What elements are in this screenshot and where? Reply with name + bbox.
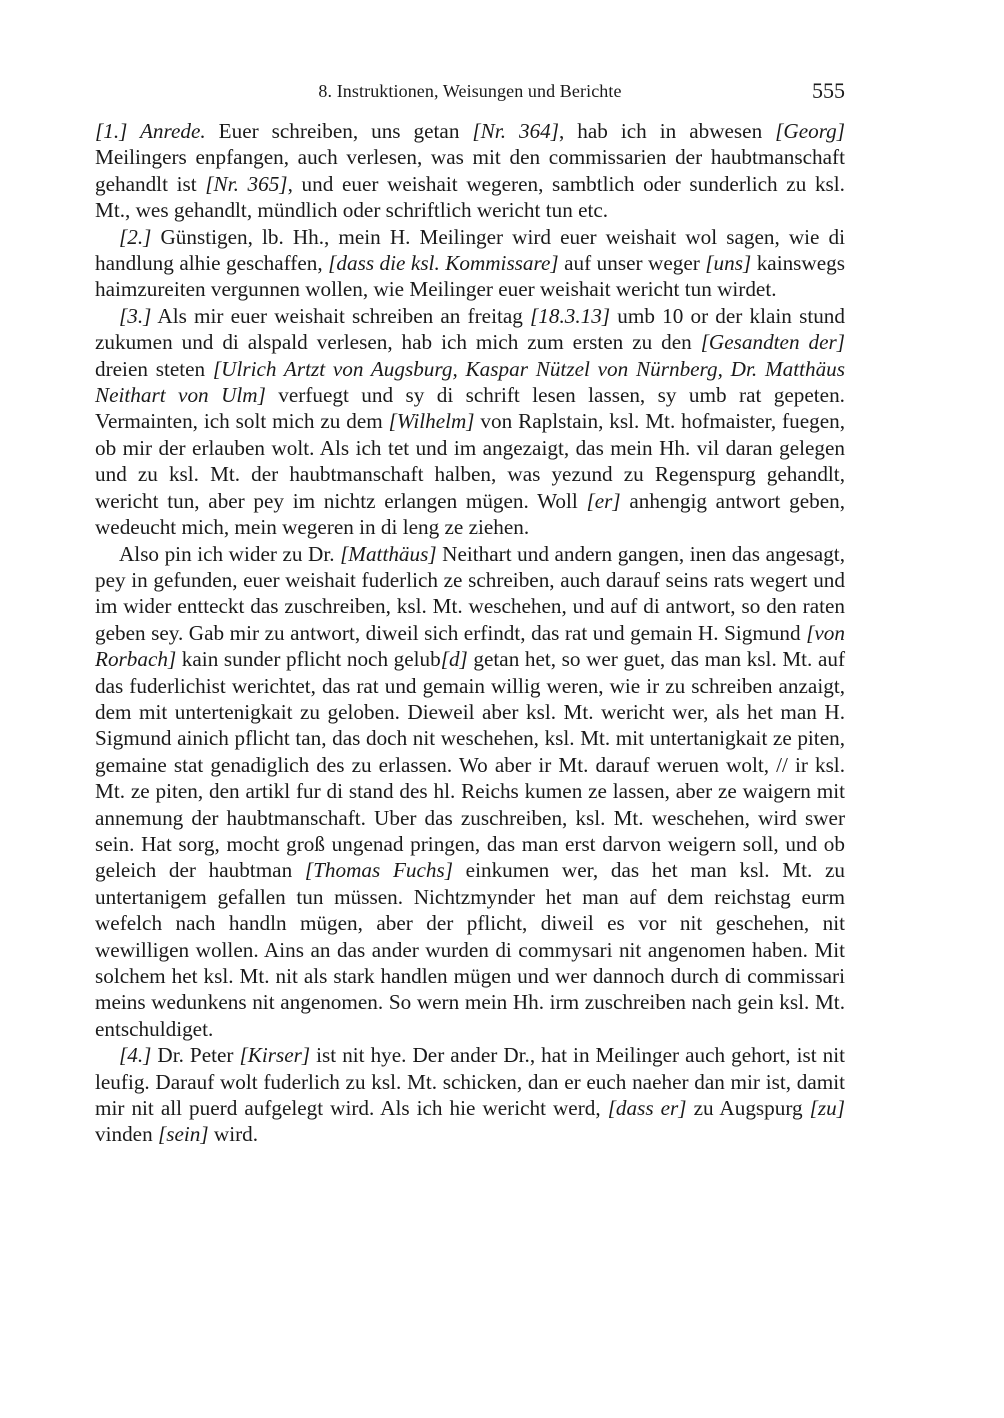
running-title: 8. Instruktionen, Weisungen und Berichte <box>318 81 622 101</box>
text-run: Meilingers enpfangen, auch verlesen, was mit den commissarien der haubtmanschaft gehandlt ist <box>95 145 845 196</box>
text-run: Also pin ich wider zu Dr. <box>119 541 341 566</box>
editorial-insertion: [zu] <box>809 1096 845 1121</box>
editorial-insertion: [Georg] <box>775 119 845 143</box>
editorial-insertion: [d] <box>440 647 468 672</box>
text-run: verfuegt und sy di schrift lesen lassen, sy umb rat gepeten. Vermainten, ich solt mich zu dem <box>95 383 845 434</box>
text-run: auf unser weger <box>558 251 706 276</box>
text-run: anhengig antwort geben, wedeucht mich, mein wegeren in di leng ze ziehen. <box>95 488 845 540</box>
text-run: umb 10 or der klain stund zukumen und di alspald verlesen, hab ich mich zum ersten zu den <box>95 303 845 355</box>
text-run: Neithart und andern gangen, inen das angesagt, pey in gefunden, euer weishait fuderlich ze schreiben, auch darauf seins rats wegert und im wider entteckt das zuschreiben, ksl. Mt. weschehen, und auf di antwort, so den raten geben sey. Gab mir zu antwort, diweil sich erfindt, das rat und gemain H. Sigmund <box>95 541 845 645</box>
editorial-insertion: [Thomas Fuchs] <box>304 858 453 883</box>
body-text <box>95 118 845 1148</box>
text-run: einkumen wer, das het man ksl. Mt. zu untertanigem gefallen tun müssen. Nichtzmynder het man auf dem reichstag eurm wefelch nach handln mügen, aber der pflicht, diweil es vor nit geschehen, nit wewilligen wollen. Ains an das ander wurden di commysari nit angenomen haben. Mit solchem het ksl. Mt. nit als stark handlen mügen und wer dannoch durch di commissari meins wedunkens nit angenomen. So wern mein Hh. irm zuschreiben nach gein ksl. Mt. entschuldiget. <box>95 858 845 1041</box>
editorial-insertion: [Ulrich Artzt von Augsburg, Kaspar Nützel von Nürnberg, Dr. Matthäus Neithart von Ulm] <box>95 356 845 408</box>
editorial-insertion: [3.] <box>119 303 152 328</box>
editorial-insertion: [Wilhelm] <box>388 409 475 434</box>
paragraph-4 <box>95 541 845 1043</box>
text-run: , hab ich in abwesen <box>559 119 776 143</box>
editorial-insertion: [Kirser] <box>239 1043 311 1068</box>
editorial-insertion: [1.] Anrede. <box>95 119 206 143</box>
paragraph-1 <box>95 118 845 224</box>
text-run: dreien steten <box>95 356 213 381</box>
text-run: kain sunder pflicht noch gelub <box>176 647 441 672</box>
text-run: , und euer weishait wegeren, sambtlich oder sunderlich zu ksl. Mt., wes gehandlt, mündlich oder schriftlich wericht tun etc. <box>95 171 845 223</box>
editorial-insertion: [er] <box>586 488 621 513</box>
paragraph-5 <box>95 1042 845 1148</box>
paragraph-3 <box>95 303 845 541</box>
editorial-insertion: [Gesandten der] <box>700 330 845 355</box>
text-run: getan het, so wer guet, das man ksl. Mt. auf das fuderlichist werichtet, das rat und gemain willig weren, wie ir zu schreiben anzaigt, dem mit untertenigkait zu geloben. Dieweil aber ksl. Mt. wericht wer, als het man H. Sigmund ainich pflicht tan, das doch nit weschehen, ksl. Mt. mit untertanigkait ze piten, gemaine stat genadiglich des zu erlassen. Wo aber ir Mt. darauf weruen wolt, // ir ksl. Mt. ze piten, den artikl fur di stand des hl. Reichs kumen ze lassen, aber ze waigern mit annemung der haubtmanschaft. Uber das zuschreiben, ksl. Mt. weschehen, wird swer sein. Hat sorg, mocht groß ungenad pringen, das man erst darvon weigern soll, und ob geleich der haubtman <box>95 647 845 883</box>
text-run: ist nit hye. Der ander Dr., hat in Meilinger auch gehort, ist nit leufig. Darauf wolt fuderlich zu ksl. Mt. schicken, dan er euch naeher dan mir ist, damit mir nit all puerd aufgelegt wird. Als ich hie wericht werd, <box>95 1043 845 1121</box>
editorial-insertion: [uns] <box>705 251 752 276</box>
editorial-insertion: [von Rorbach] <box>95 620 845 672</box>
running-header <box>95 78 845 110</box>
paragraph-2 <box>95 224 845 303</box>
editorial-insertion: [4.] <box>119 1043 152 1068</box>
editorial-insertion: [dass die ksl. Kommissare] <box>328 251 559 276</box>
text-run: von Raplstain, ksl. Mt. hofmaister, fuegen, ob mir der erlauben wolt. Als ich tet und im angezaigt, das mein Hh. vil daran gelegen und zu ksl. Mt. der haubtmanschaft halben, was yezund zu Regenspurg gehandlt, wericht tun, aber pey im nichtz erlangen mügen. Woll <box>95 409 846 513</box>
editorial-insertion: [Nr. 364] <box>472 119 560 143</box>
editorial-insertion: [Nr. 365] <box>205 171 288 196</box>
text-run: Günstigen, lb. Hh., mein H. Meilinger wird euer weishait wol sagen, wie di handlung alhie geschaffen, <box>95 224 845 276</box>
text-run: Als mir euer weishait schreiben an freitag <box>151 303 531 328</box>
text-run: Dr. Peter <box>151 1043 240 1068</box>
text-run: zu Augspurg <box>686 1096 810 1121</box>
page-number: 555 <box>812 78 845 103</box>
text-run: kainswegs haimzureiten vergunnen wollen, wie Meilinger euer weishait wericht tun wirdet. <box>95 251 845 302</box>
editorial-insertion: [dass er] <box>607 1096 687 1121</box>
text-run: vinden <box>95 1122 158 1147</box>
editorial-insertion: [Matthäus] <box>340 541 437 566</box>
editorial-insertion: [sein] <box>157 1122 209 1147</box>
text-run: wird. <box>208 1122 259 1147</box>
document-page <box>95 78 845 1148</box>
editorial-insertion: [2.] <box>119 224 152 249</box>
text-run: Euer schreiben, uns getan <box>205 119 473 143</box>
editorial-insertion: [18.3.13] <box>530 303 611 328</box>
